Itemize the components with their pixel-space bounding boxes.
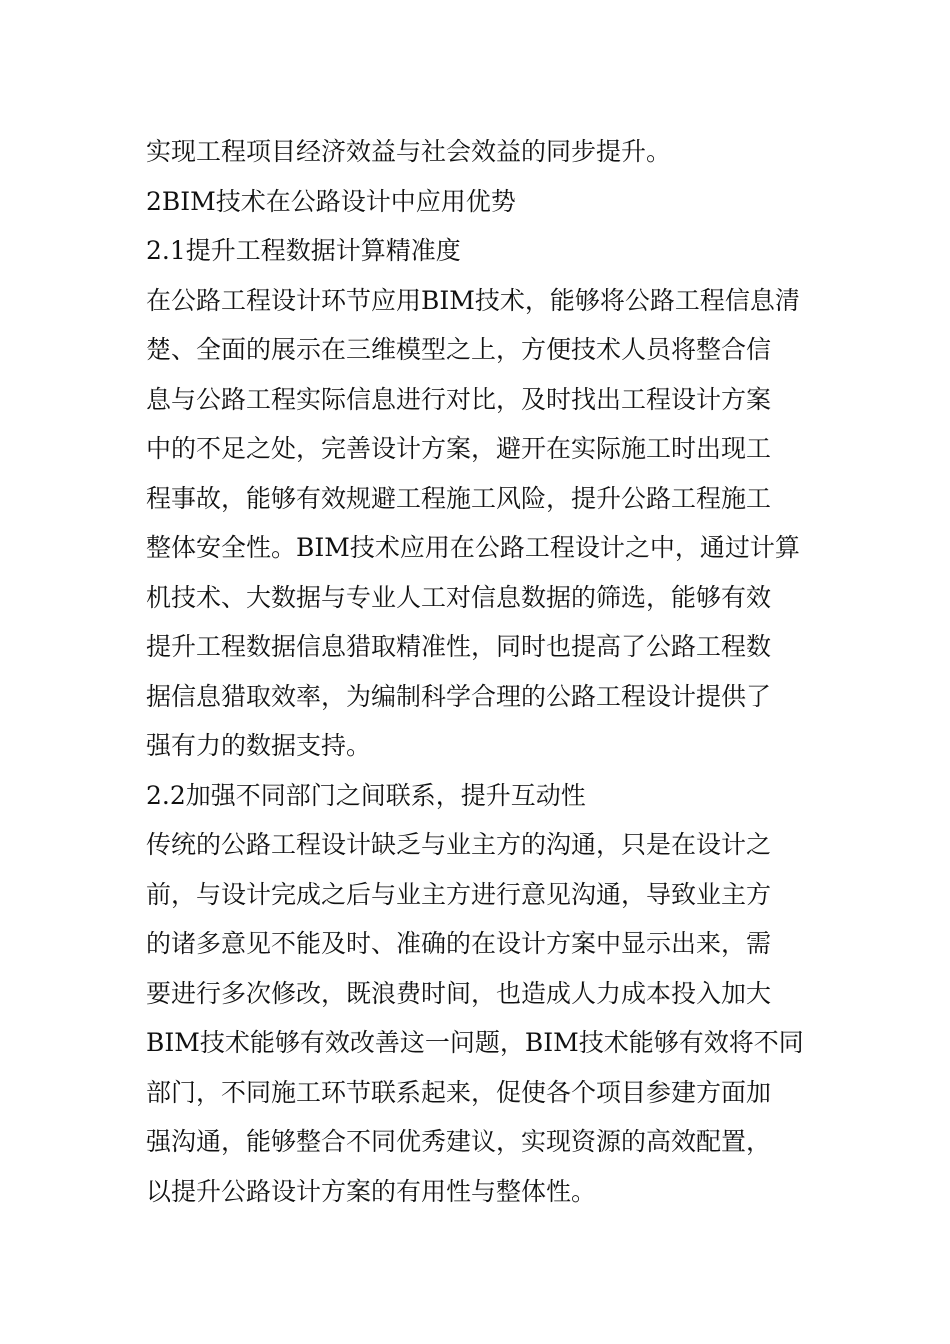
text-line-8: 程事故，能够有效规避工程施工风险，提升公路工程施工 bbox=[146, 483, 772, 513]
section-heading-2: 2BIM技术在公路设计中应用优势 bbox=[146, 186, 516, 216]
text-line-4: 在公路工程设计环节应用BIM技术，能够将公路工程信息清 bbox=[146, 285, 800, 315]
text-line-18: 要进行多次修改，既浪费时间，也造成人力成本投入加大 bbox=[146, 978, 772, 1008]
text-line-22: 以提升公路设计方案的有用性与整体性。 bbox=[146, 1176, 597, 1206]
subsection-heading-2-2: 2.2加强不同部门之间联系，提升互动性 bbox=[146, 780, 586, 810]
text-line-12: 据信息猎取效率，为编制科学合理的公路工程设计提供了 bbox=[146, 681, 772, 711]
text-line-21: 强沟通，能够整合不同优秀建议，实现资源的高效配置， bbox=[146, 1127, 772, 1156]
text-line-16: 前，与设计完成之后与业主方进行意见沟通，导致业主方 bbox=[146, 879, 772, 909]
text-line-19: BIM技术能够有效改善这一问题，BIM技术能够有效将不同 bbox=[146, 1028, 804, 1057]
text-line-7: 中的不足之处，完善设计方案，避开在实际施工时出现工 bbox=[146, 434, 772, 463]
text-line-5: 楚、全面的展示在三维模型之上，方便技术人员将整合信 bbox=[146, 335, 772, 364]
text-line-6: 息与公路工程实际信息进行对比，及时找出工程设计方案 bbox=[146, 384, 772, 414]
text-line-9: 整体安全性。BIM技术应用在公路工程设计之中，通过计算 bbox=[146, 533, 800, 562]
text-line-11: 提升工程数据信息猎取精准性，同时也提高了公路工程数 bbox=[146, 632, 772, 661]
document-body bbox=[146, 127, 816, 1216]
text-line-1: 实现工程项目经济效益与社会效益的同步提升。 bbox=[146, 137, 672, 166]
text-line-15: 传统的公路工程设计缺乏与业主方的沟通，只是在设计之 bbox=[146, 830, 772, 859]
subsection-heading-2-1: 2.1提升工程数据计算精准度 bbox=[146, 236, 461, 265]
text-line-10: 机技术、大数据与专业人工对信息数据的筛选，能够有效 bbox=[146, 582, 772, 612]
text-line-20: 部门，不同施工环节联系起来，促使各个项目参建方面加 bbox=[146, 1077, 772, 1107]
text-line-17: 的诸多意见不能及时、准确的在设计方案中显示出来，需 bbox=[146, 929, 772, 958]
text-line-13: 强有力的数据支持。 bbox=[146, 731, 372, 760]
